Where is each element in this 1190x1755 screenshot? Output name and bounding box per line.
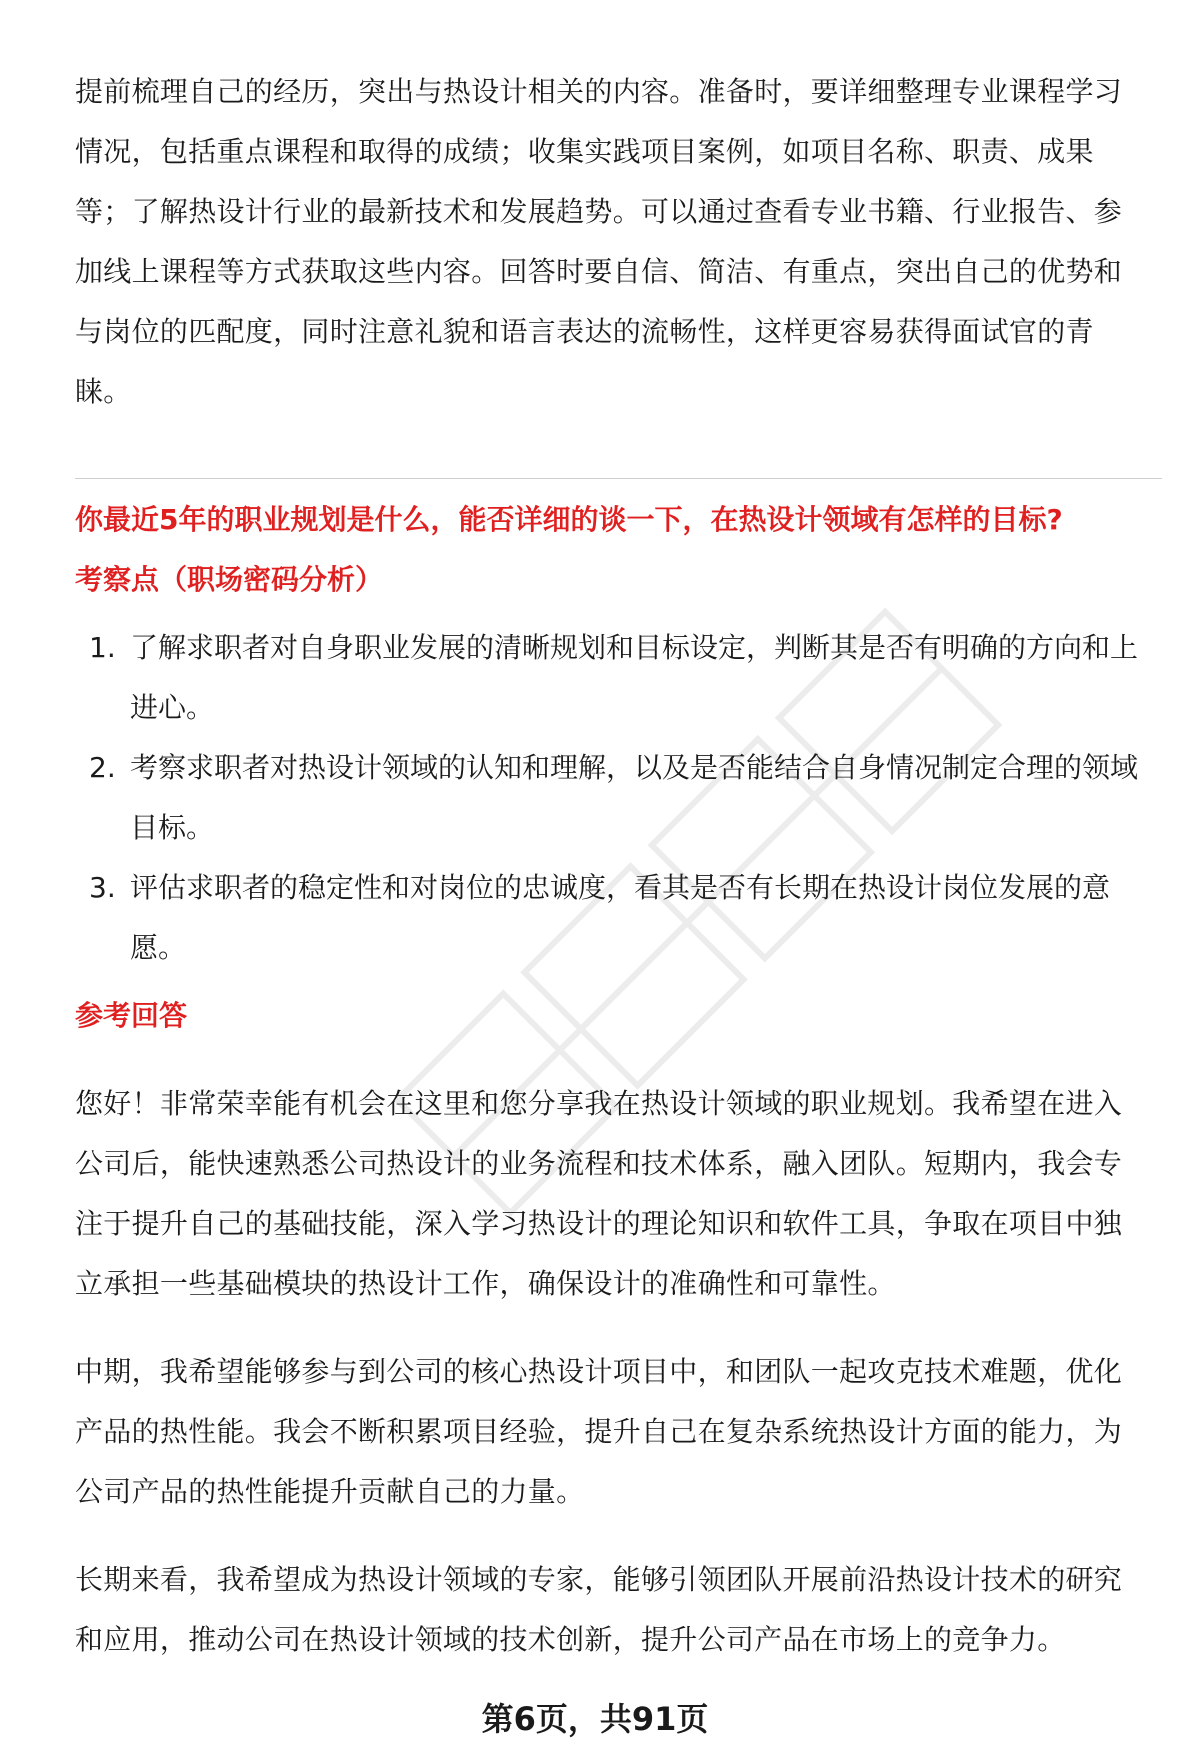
list-item	[75, 738, 1150, 858]
list-item-number: 2.	[89, 751, 116, 784]
list-item	[75, 858, 1150, 978]
intro-section	[75, 62, 1150, 422]
section-divider	[75, 478, 1162, 479]
answer-paragraph: 中期，我希望能够参与到公司的核心热设计项目中，和团队一起攻克技术难题，优化产品的热性能。我会不断积累项目经验，提升自己在复杂系统热设计方面的能力，为公司产品的热性能提升贡献自己的力量。	[75, 1355, 1123, 1508]
answer-paragraph: 长期来看，我希望成为热设计领域的专家，能够引领团队开展前沿热设计技术的研究和应用，推动公司在热设计领域的技术创新，提升公司产品在市场上的竞争力。	[75, 1563, 1123, 1656]
page-number: 第6页，共91页	[481, 1700, 709, 1738]
analysis-heading: 考察点（职场密码分析）	[75, 563, 384, 596]
question-section	[75, 490, 1150, 1698]
question-title: 你最近5年的职业规划是什么，能否详细的谈一下，在热设计领域有怎样的目标?	[75, 503, 1063, 536]
answer-paragraph: 您好！非常荣幸能有机会在这里和您分享我在热设计领域的职业规划。我希望在进入公司后，能快速熟悉公司热设计的业务流程和技术体系，融入团队。短期内，我会专注于提升自己的基础技能，深入学习热设计的理论知识和软件工具，争取在项目中独立承担一些基础模块的热设计工作，确保设计的准确性和可靠性。	[75, 1087, 1123, 1300]
analysis-points-list	[75, 618, 1150, 978]
list-item	[75, 618, 1150, 738]
intro-paragraph: 提前梳理自己的经历，突出与热设计相关的内容。准备时，要详细整理专业课程学习情况，包括重点课程和取得的成绩；收集实践项目案例，如项目名称、职责、成果等；了解热设计行业的最新技术和发展趋势。可以通过查看专业书籍、行业报告、参加线上课程等方式获取这些内容。回答时要自信、简洁、有重点，突出自己的优势和与岗位的匹配度，同时注意礼貌和语言表达的流畅性，这样更容易获得面试官的青睐。	[75, 75, 1123, 408]
answer-body	[75, 1074, 1150, 1670]
list-item-text: 评估求职者的稳定性和对岗位的忠诚度，看其是否有长期在热设计岗位发展的意愿。	[130, 871, 1111, 964]
list-item-number: 1.	[89, 631, 116, 664]
list-item-text: 了解求职者对自身职业发展的清晰规划和目标设定，判断其是否有明确的方向和上进心。	[130, 631, 1139, 724]
list-item-number: 3.	[89, 871, 116, 904]
list-item-text: 考察求职者对热设计领域的认知和理解，以及是否能结合自身情况制定合理的领域目标。	[130, 751, 1139, 844]
answer-heading: 参考回答	[75, 999, 188, 1032]
